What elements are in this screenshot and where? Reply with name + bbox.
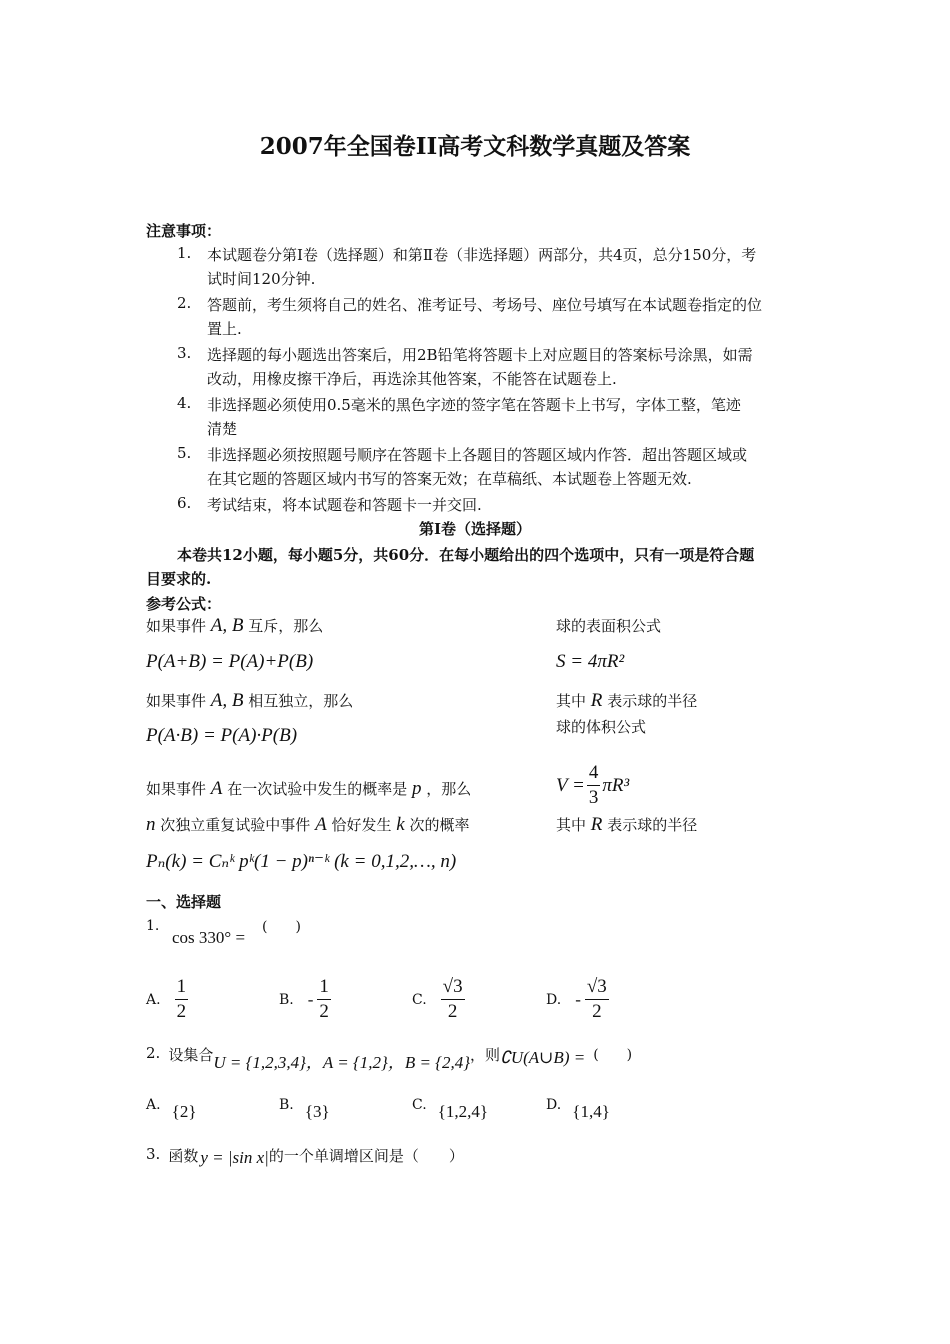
notice-item-line: 试时间120分钟.	[207, 270, 316, 288]
option-label: B.	[279, 991, 294, 1008]
notice-item-number: 6.	[177, 494, 192, 512]
mutex-vars: A, B	[210, 615, 244, 636]
section-intro-line: 目要求的.	[146, 570, 212, 588]
volume-fraction	[587, 762, 601, 809]
option-label: C.	[412, 1097, 427, 1113]
fraction-numerator: 1	[175, 976, 189, 1000]
notice-item-line: 本试题卷分第Ⅰ卷（选择题）和第Ⅱ卷（非选择题）两部分，共4页，总分150分，考	[207, 246, 757, 264]
independence-condition	[146, 690, 353, 712]
part-heading: 一、选择题	[146, 893, 222, 911]
question-text: 的一个单调增区间是（ ）	[268, 1147, 464, 1165]
section-heading: 第Ⅰ卷（选择题）	[418, 520, 532, 538]
question-expression: ∁U(A∪B) =	[500, 1048, 586, 1067]
binomial-formula: Pₙ(k) = Cₙᵏ pᵏ(1 − p)ⁿ⁻ᵏ (k = 0,1,2,…, n)	[146, 851, 457, 872]
notice-item-number: 1.	[177, 244, 192, 262]
volume-lhs: V =	[556, 774, 585, 796]
notice-item-line: 非选择题必须使用0.5毫米的黑色字迹的签字笔在答题卡上书写，字体工整，笔迹	[207, 396, 741, 414]
option-value: {1,2,4}	[437, 1102, 489, 1121]
radius-note-text: 其中	[556, 692, 587, 710]
notice-item-line: 选择题的每小题选出答案后，用2B铅笔将答题卡上对应题目的答案标号涂黑，如需	[207, 346, 753, 364]
notice-item-number: 4.	[177, 394, 192, 412]
question-expression: cos 330° =	[172, 928, 246, 947]
question-number: 2.	[146, 1044, 161, 1062]
answer-parentheses: ( )	[262, 919, 301, 935]
question-text: 设集合	[168, 1046, 214, 1064]
page-title: 2007年全国卷II高考文科数学真题及答案	[259, 133, 691, 160]
fraction-numerator: √3	[441, 976, 465, 1000]
repeat-k: k	[396, 814, 405, 835]
radius-note-text: 表示球的半径	[607, 816, 698, 834]
notice-item-line: 考试结束，将本试题卷和答题卡一并交回.	[207, 496, 482, 514]
prob-text: 如果事件	[146, 780, 207, 798]
radius-note-text: 表示球的半径	[607, 692, 698, 710]
formulas-heading: 参考公式：	[146, 595, 222, 613]
option-sign: -	[307, 989, 314, 1009]
notice-item-number: 5.	[177, 444, 192, 462]
notice-item-number: 2.	[177, 294, 192, 312]
prob-text: ，那么	[426, 780, 472, 798]
radius-var: R	[590, 814, 603, 835]
option-value: {1,4}	[572, 1102, 610, 1121]
option-value: {3}	[304, 1102, 330, 1121]
repeat-trials-condition	[146, 814, 470, 836]
repeat-var: A	[315, 814, 327, 835]
sphere-area-formula: S = 4πR²	[556, 651, 625, 672]
fraction-denominator: 2	[447, 1001, 458, 1022]
fraction-denominator: 3	[588, 787, 599, 808]
option-value: {2}	[171, 1102, 197, 1121]
fraction-denominator: 2	[319, 1001, 329, 1022]
notice-item-line: 清楚	[207, 420, 238, 438]
volume-rhs: πR³	[602, 774, 630, 796]
option-label: D.	[546, 991, 562, 1008]
notice-item-number: 3.	[177, 344, 192, 362]
section-intro-line: 本卷共12小题，每小题5分，共60分．在每小题给出的四个选项中，只有一项是符合题	[177, 546, 755, 564]
notice-item-line: 改动，用橡皮擦干净后，再选涂其他答案，不能答在试题卷上.	[207, 370, 617, 388]
mutex-formula: P(A+B) = P(A)+P(B)	[146, 651, 314, 672]
fraction-numerator: √3	[585, 976, 609, 1000]
option-label: B.	[279, 1097, 294, 1113]
sphere-volume-label: 球的体积公式	[556, 718, 647, 736]
repeat-n: n	[146, 814, 156, 835]
option-label: C.	[412, 991, 427, 1008]
option-fraction	[585, 976, 609, 1023]
indep-vars: A, B	[210, 690, 244, 711]
option-fraction	[175, 976, 189, 1023]
fraction-denominator: 2	[592, 1001, 602, 1022]
independence-formula: P(A·B) = P(A)·P(B)	[146, 725, 298, 746]
radius-note	[556, 814, 697, 836]
indep-text: 相互独立，那么	[248, 692, 354, 710]
option-sign: -	[575, 989, 581, 1009]
indep-text: 如果事件	[146, 692, 207, 710]
option-label: A.	[146, 1097, 161, 1113]
mutex-text: 互斥，那么	[248, 617, 324, 635]
answer-parentheses: ( )	[593, 1047, 633, 1063]
notice-item-line: 非选择题必须按照题号顺序在答题卡上各题目的答题区域内作答．超出答题区域或	[207, 446, 748, 464]
option-b[interactable]	[279, 1094, 330, 1121]
sphere-volume-formula	[556, 762, 629, 809]
option-c[interactable]	[412, 976, 465, 1023]
option-label: A.	[146, 991, 161, 1008]
option-label: D.	[546, 1097, 562, 1113]
question-sets: U = {1,2,3,4}，A = {1,2}，B = {2,4}	[213, 1053, 471, 1072]
question-text: 函数	[168, 1147, 199, 1165]
question-text: ，则	[470, 1046, 501, 1064]
fraction-denominator: 2	[176, 1001, 187, 1022]
mutex-condition	[146, 615, 323, 637]
prob-text: 在一次试验中发生的概率是	[227, 780, 408, 798]
radius-note-text: 其中	[556, 816, 587, 834]
option-fraction	[441, 976, 465, 1023]
probability-condition	[146, 778, 471, 800]
repeat-text: 恰好发生	[331, 816, 392, 834]
notice-item-line: 答题前，考生须将自己的姓名、准考证号、考场号、座位号填写在本试题卷指定的位	[207, 296, 763, 314]
notice-heading: 注意事项：	[146, 222, 222, 240]
radius-note	[556, 690, 697, 712]
option-d[interactable]	[546, 1094, 610, 1121]
repeat-text: 次的概率	[409, 816, 470, 834]
question-number: 3.	[146, 1145, 161, 1163]
radius-var: R	[590, 690, 603, 711]
question-number: 1.	[146, 918, 160, 934]
option-c[interactable]	[412, 1094, 489, 1121]
option-d[interactable]	[546, 976, 609, 1023]
option-a[interactable]	[146, 1094, 197, 1121]
question-2	[146, 1044, 632, 1073]
notice-item-line: 在其它题的答题区域内书写的答案无效；在草稿纸、本试题卷上答题无效.	[207, 470, 692, 488]
fraction-numerator: 4	[587, 762, 601, 786]
prob-p: p	[411, 778, 422, 799]
sphere-area-label: 球的表面积公式	[556, 617, 662, 635]
question-3	[146, 1145, 464, 1168]
option-fraction	[317, 976, 331, 1023]
prob-var: A	[210, 778, 223, 799]
notice-item-line: 置上.	[207, 320, 242, 338]
fraction-numerator: 1	[317, 976, 331, 1000]
mutex-text: 如果事件	[146, 617, 207, 635]
option-a[interactable]	[146, 976, 188, 1023]
question-expression: y = |sin x|	[200, 1148, 269, 1167]
option-b[interactable]	[279, 976, 331, 1023]
repeat-text: 次独立重复试验中事件	[160, 816, 311, 834]
